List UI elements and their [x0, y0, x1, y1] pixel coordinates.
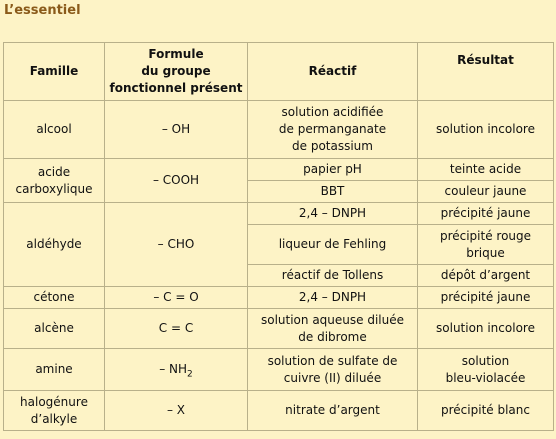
reactif-line: de potassium	[292, 139, 373, 153]
formule-cell	[105, 349, 248, 391]
header-formule-line-2: du groupe	[141, 64, 211, 78]
resultat-cell	[418, 225, 554, 265]
reactif-line: de permanganate	[278, 122, 387, 136]
header-resultat	[418, 43, 554, 101]
header-famille-label: Famille	[29, 64, 79, 78]
formule-cell: C = C	[105, 309, 248, 349]
resultat-cell: précipité jaune	[418, 203, 554, 225]
famille-cell: amine	[4, 349, 105, 391]
table-row	[4, 203, 554, 225]
table-row	[4, 309, 554, 349]
header-resultat-label: Résultat	[457, 53, 514, 67]
table-row	[4, 287, 554, 309]
resultat-line: bleu-violacée	[445, 370, 526, 385]
famille-line: carboxylique	[15, 181, 93, 196]
resultat-cell: précipité jaune	[418, 287, 554, 309]
formule-cell: – C = O	[105, 287, 248, 309]
table-row	[4, 101, 554, 159]
famille-cell	[4, 391, 105, 431]
reactif-cell: papier pH	[248, 159, 418, 181]
formule-cell: – X	[105, 391, 248, 431]
reactif-line: solution aqueuse diluée	[260, 312, 404, 327]
famille-cell: cétone	[4, 287, 105, 309]
resultat-cell: précipité blanc	[418, 391, 554, 431]
resultat-cell: solution incolore	[418, 309, 554, 349]
resultat-line: solution	[461, 353, 510, 368]
reactif-line: cuivre (II) diluée	[283, 370, 382, 385]
famille-cell: alcène	[4, 309, 105, 349]
formule-cell: – CHO	[105, 203, 248, 287]
reactif-line: de dibrome	[298, 329, 367, 344]
resultat-cell: dépôt d’argent	[418, 265, 554, 287]
reactif-cell: nitrate d’argent	[248, 391, 418, 431]
reactif-cell: 2,4 – DNPH	[248, 203, 418, 225]
formule-cell: – COOH	[105, 159, 248, 203]
famille-line: halogénure	[20, 394, 88, 409]
header-formule-line-1: Formule	[148, 47, 204, 61]
table-row	[4, 391, 554, 431]
famille-line: acide	[37, 164, 71, 179]
header-reactif-label: Réactif	[308, 64, 357, 78]
resultat-cell: solution incolore	[418, 101, 554, 159]
formule-subscript: 2	[187, 369, 193, 380]
header-reactif	[248, 43, 418, 101]
formule-cell: – OH	[105, 101, 248, 159]
reactif-cell	[248, 309, 418, 349]
header-famille	[4, 43, 105, 101]
table-row	[4, 159, 554, 181]
page-title: L’essentiel	[4, 3, 81, 18]
famille-cell: aldéhyde	[4, 203, 105, 287]
reactif-line: solution acidifiée	[281, 105, 384, 119]
resultat-cell	[418, 349, 554, 391]
reactif-cell: BBT	[248, 181, 418, 203]
table-row	[4, 349, 554, 391]
summary-table	[3, 42, 554, 431]
resultat-line: précipité rouge	[439, 228, 532, 243]
header-formule-line-3: fonctionnel présent	[109, 81, 243, 95]
famille-line: d’alkyle	[30, 411, 78, 426]
resultat-cell: couleur jaune	[418, 181, 554, 203]
reactif-cell: 2,4 – DNPH	[248, 287, 418, 309]
header-formule	[105, 43, 248, 101]
reactif-cell	[248, 101, 418, 159]
reactif-cell: liqueur de Fehling	[248, 225, 418, 265]
reactif-cell: réactif de Tollens	[248, 265, 418, 287]
famille-cell	[4, 159, 105, 203]
resultat-cell: teinte acide	[418, 159, 554, 181]
formule-main: – NH	[159, 362, 188, 376]
famille-cell: alcool	[4, 101, 105, 159]
reactif-cell	[248, 349, 418, 391]
reactif-line: solution de sulfate de	[267, 353, 398, 368]
table-header-row	[4, 43, 554, 101]
resultat-line: brique	[466, 245, 505, 260]
